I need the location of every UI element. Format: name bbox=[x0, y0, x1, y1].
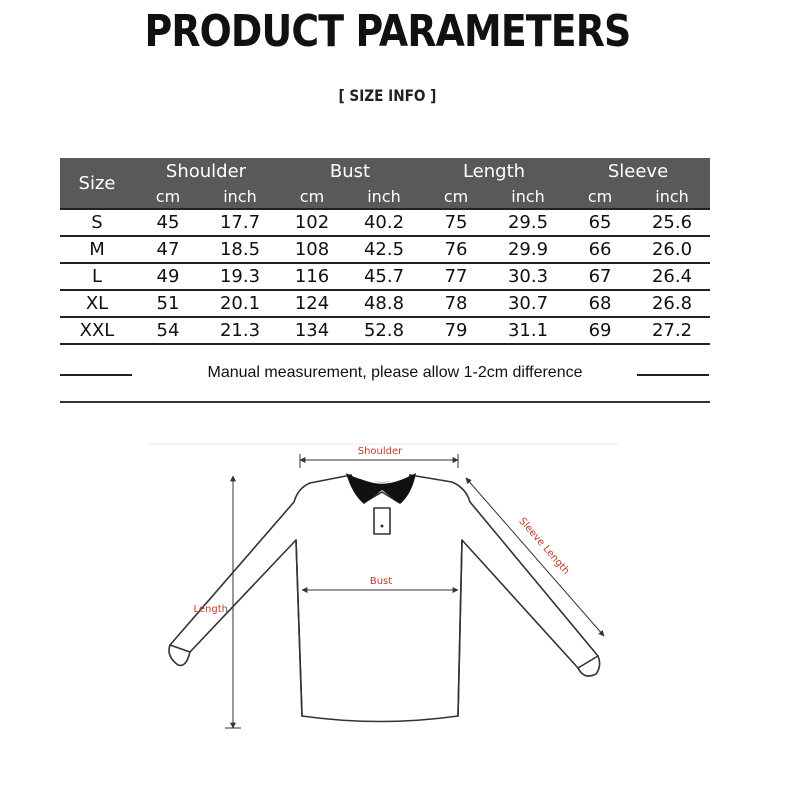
table-row bbox=[60, 263, 710, 290]
table-cell: 19.3 bbox=[202, 263, 278, 290]
table-cell: 116 bbox=[278, 263, 346, 290]
bust-label: Bust bbox=[369, 576, 393, 587]
table-cell: 30.7 bbox=[490, 290, 566, 317]
table-row bbox=[60, 236, 710, 263]
table-cell: 26.8 bbox=[634, 290, 710, 317]
table-cell: 75 bbox=[422, 209, 490, 236]
table-cell: 40.2 bbox=[346, 209, 422, 236]
table-cell: 29.5 bbox=[490, 209, 566, 236]
table-cell: 29.9 bbox=[490, 236, 566, 263]
shoulder-label: Shoulder bbox=[357, 446, 403, 457]
table-cell: 17.7 bbox=[202, 209, 278, 236]
unit-header: cm bbox=[134, 184, 202, 209]
table-cell: 21.3 bbox=[202, 317, 278, 344]
table-cell: 134 bbox=[278, 317, 346, 344]
table-cell: 66 bbox=[566, 236, 634, 263]
size-info-subtitle: [ SIZE INFO ] bbox=[338, 86, 437, 105]
unit-header: inch bbox=[490, 184, 566, 209]
size-cell: XL bbox=[60, 290, 134, 317]
table-cell: 69 bbox=[566, 317, 634, 344]
table-cell: 79 bbox=[422, 317, 490, 344]
size-table bbox=[60, 158, 710, 345]
size-cell: L bbox=[60, 263, 134, 290]
table-cell: 20.1 bbox=[202, 290, 278, 317]
table-cell: 67 bbox=[566, 263, 634, 290]
shirt-icon bbox=[169, 475, 600, 800]
unit-header: cm bbox=[566, 184, 634, 209]
table-cell: 108 bbox=[278, 236, 346, 263]
table-cell: 48.8 bbox=[346, 290, 422, 317]
note-divider-left bbox=[60, 374, 132, 376]
table-cell: 51 bbox=[134, 290, 202, 317]
table-cell: 26.4 bbox=[634, 263, 710, 290]
unit-header: inch bbox=[634, 184, 710, 209]
unit-header: cm bbox=[422, 184, 490, 209]
table-cell: 45.7 bbox=[346, 263, 422, 290]
table-unit-row bbox=[60, 184, 710, 209]
table-cell: 42.5 bbox=[346, 236, 422, 263]
sleeve-label: Sleeve Length bbox=[516, 515, 572, 577]
table-cell: 47 bbox=[134, 236, 202, 263]
unit-header: inch bbox=[346, 184, 422, 209]
table-cell: 27.2 bbox=[634, 317, 710, 344]
table-cell: 78 bbox=[422, 290, 490, 317]
shoulder-header: Shoulder bbox=[134, 158, 278, 184]
size-cell: XXL bbox=[60, 317, 134, 344]
section-divider bbox=[60, 401, 710, 403]
table-cell: 124 bbox=[278, 290, 346, 317]
table-cell: 65 bbox=[566, 209, 634, 236]
measurement-note: Manual measurement, please allow 1-2cm difference bbox=[207, 364, 583, 381]
table-cell: 45 bbox=[134, 209, 202, 236]
sleeve-arrow bbox=[466, 478, 604, 636]
table-row bbox=[60, 209, 710, 236]
size-cell: M bbox=[60, 236, 134, 263]
bust-header: Bust bbox=[278, 158, 422, 184]
unit-header: inch bbox=[202, 184, 278, 209]
measurement-diagram bbox=[0, 430, 800, 800]
note-divider-right bbox=[637, 374, 709, 376]
length-header: Length bbox=[422, 158, 566, 184]
table-cell: 49 bbox=[134, 263, 202, 290]
collar-icon bbox=[346, 473, 416, 504]
sleeve-header: Sleeve bbox=[566, 158, 710, 184]
table-cell: 31.1 bbox=[490, 317, 566, 344]
table-cell: 18.5 bbox=[202, 236, 278, 263]
size-column-header: Size bbox=[60, 158, 134, 209]
table-cell: 26.0 bbox=[634, 236, 710, 263]
table-row bbox=[60, 290, 710, 317]
table-cell: 54 bbox=[134, 317, 202, 344]
table-cell: 102 bbox=[278, 209, 346, 236]
table-cell: 25.6 bbox=[634, 209, 710, 236]
table-cell: 68 bbox=[566, 290, 634, 317]
table-cell: 77 bbox=[422, 263, 490, 290]
table-cell: 76 bbox=[422, 236, 490, 263]
table-cell: 30.3 bbox=[490, 263, 566, 290]
table-header-row bbox=[60, 158, 710, 184]
length-label: Length bbox=[193, 604, 228, 615]
size-cell: S bbox=[60, 209, 134, 236]
table-cell: 52.8 bbox=[346, 317, 422, 344]
table-row bbox=[60, 317, 710, 344]
page-title: PRODUCT PARAMETERS bbox=[144, 6, 631, 57]
unit-header: cm bbox=[278, 184, 346, 209]
